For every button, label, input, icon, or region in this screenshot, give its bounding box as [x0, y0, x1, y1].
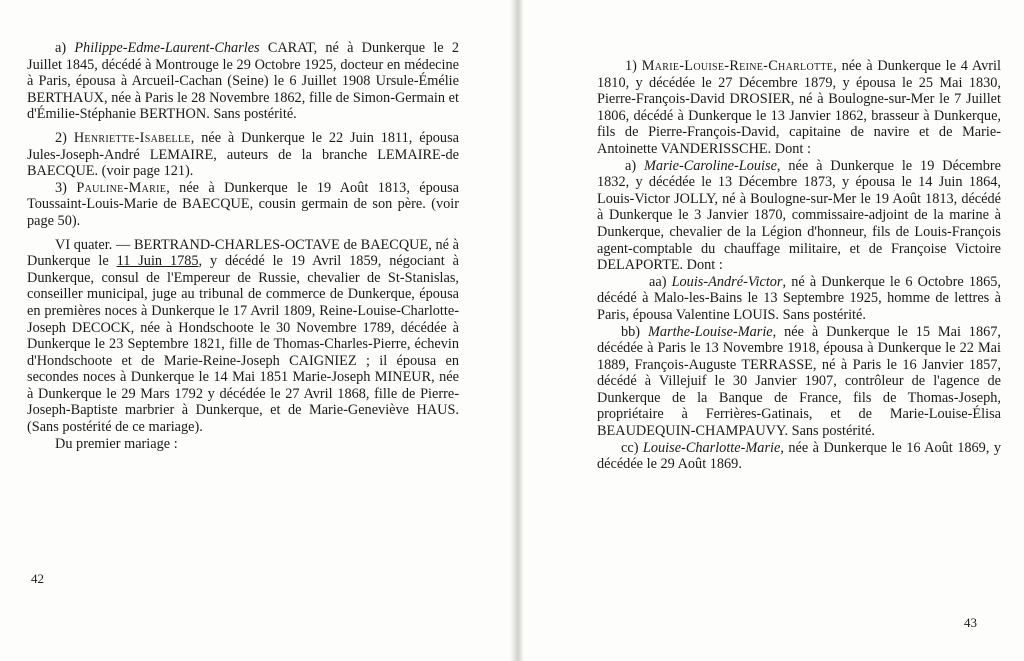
entry-marie-louise-reine-charlotte: 1) Marie-Louise-Reine-Charlotte, née à Dunkerque le 4 Avril 1810, y décédée le 27 Décembre 1879, y épousa le 25 Mai 1830, Pierre-François-David DROSIER, né à Boulogne-sur-Mer le 7 Juillet 1806, décédé à Dunkerque le 13 Janvier 1862, brasseur à Dunkerque, fils de Pierre-François-David, capitaine de navire et de Marie-Antoinette VANDERISSCHE. Dont : — [597, 58, 1001, 157]
entry-marie-caroline-louise: a) Marie-Caroline-Louise, née à Dunkerque le 19 Décembre 1832, y décédée le 13 Décembre 1873, y épousa le 14 Juin 1864, Louis-Victor JOLLY, né à Boulogne-sur-Mer le 19 Août 1813, décédé à Dunkerque le 3 Janvier 1870, commissaire-adjoint de la marine à Dunkerque, chevalier de la Légion d'honneur, fils de Louis-François agent-comptable du chauffage militaire, et de Françoise Victoire DELAPORTE. Dont : — [597, 157, 1001, 274]
given-names: Marie-Louise-Reine-Charlotte — [641, 58, 834, 74]
page-number-right: 43 — [964, 615, 977, 630]
left-page-text — [27, 40, 459, 452]
given-names: Marthe-Louise-Marie — [647, 323, 773, 340]
entry-louis-andre-victor: aa) Louis-André-Victor, né à Dunkerque le 6 Octobre 1865, décédé à Malo-les-Bains le 13 Septembre 1925, homme de lettres à Paris, épousa Valentine LOUIS. Sans postérité. — [597, 273, 1001, 323]
entry-marthe-louise-marie: bb) Marthe-Louise-Marie, née à Dunkerque le 15 Mai 1867, décédée à Paris le 13 Novembre 1918, épousa à Dunkerque le 22 Mai 1889, François-Auguste TERRASSE, né à Paris le 16 Janvier 1857, décédé à Villejuif le 30 Janvier 1907, contrôleur de l'agence de Dunkerque de la Banque de France, fils de Thomas-Joseph, propriétaire à Ferrières-Gatinais, et de Marie-Louise-Élisa BEAUDEQUIN-CHAMPAUVY. Sans postérité. — [597, 323, 1001, 440]
entry-louise-charlotte-marie: cc) Louise-Charlotte-Marie, née à Dunkerque le 16 Août 1869, y décédée le 29 Août 1869. — [597, 439, 1002, 473]
page-number-left: 42 — [31, 571, 44, 586]
given-names: Marie-Caroline-Louise — [644, 157, 777, 174]
given-names: Louis-André-Victor — [671, 273, 783, 290]
right-page — [522, 0, 1024, 661]
given-names: Philippe-Edme-Laurent-Charles — [74, 40, 260, 56]
given-names: Henriette-Isabelle — [73, 129, 191, 146]
entry-philippe-carat: a) Philippe-Edme-Laurent-Charles CARAT, né à Dunkerque le 2 Juillet 1845, décédé à Montrouge le 29 Octobre 1925, docteur en médecine à Paris, épousa à Arcueil-Cachan (Seine) le 6 Juillet 1908 Ursule-Émélie BERTHAUX, née à Paris le 28 Novembre 1862, fille de Simon-Germain et d'Émilie-Stéphanie BERTHON. Sans postérité. — [27, 40, 460, 123]
given-names: Louise-Charlotte-Marie — [642, 439, 781, 456]
section-heading-first-marriage: Du premier mariage : — [55, 435, 178, 452]
entry-henriette-isabelle: 2) Henriette-Isabelle, née à Dunkerque le 22 Juin 1811, épousa Jules-Joseph-André LEMAIRE, auteurs de la branche LEMAIRE-de BAECQUE. (voir page 121). — [27, 129, 459, 180]
entry-pauline-marie: 3) Pauline-Marie, née à Dunkerque le 19 Août 1813, épousa Toussaint-Louis-Marie de BAECQUE, cousin germain de son père. (voir page 50). — [27, 179, 460, 229]
given-names: Pauline-Marie — [76, 179, 167, 196]
entry-bertrand-charles-octave: VI quater. — BERTRAND-CHARLES-OCTAVE de BAECQUE, né à Dunkerque le 11 Juin 1785, y décédé le 19 Avril 1859, négociant à Dunkerque, consul de l'Empereur de Russie, chevalier de St-Stanislas, conseiller municipal, juge au tribunal de commerce de Dunkerque, épousa en premières noces à Dunkerque le 17 Avril 1809, Reine-Louise-Charlotte-Joseph DECOCK, née à Hondschoote le 30 Novembre 1789, décédée à Dunkerque le 23 Septembre 1821, fille de Thomas-Charles-Pierre, échevin d'Hondschoote et de Marie-Reine-Joseph CAIGNIEZ ; il épousa en secondes noces à Dunkerque le 14 Mai 1851 Marie-Joseph MINEUR, née à Dunkerque le 29 Mars 1792 y décédée le 27 Avril 1868, fille de Pierre-Joseph-Baptiste marbrier à Dunkerque, et de Marie-Geneviève HAUS. (Sans postérité de ce mariage). — [27, 236, 459, 436]
right-page-text — [597, 58, 1001, 473]
underlined-date: 11 Juin 1785 — [116, 253, 199, 270]
